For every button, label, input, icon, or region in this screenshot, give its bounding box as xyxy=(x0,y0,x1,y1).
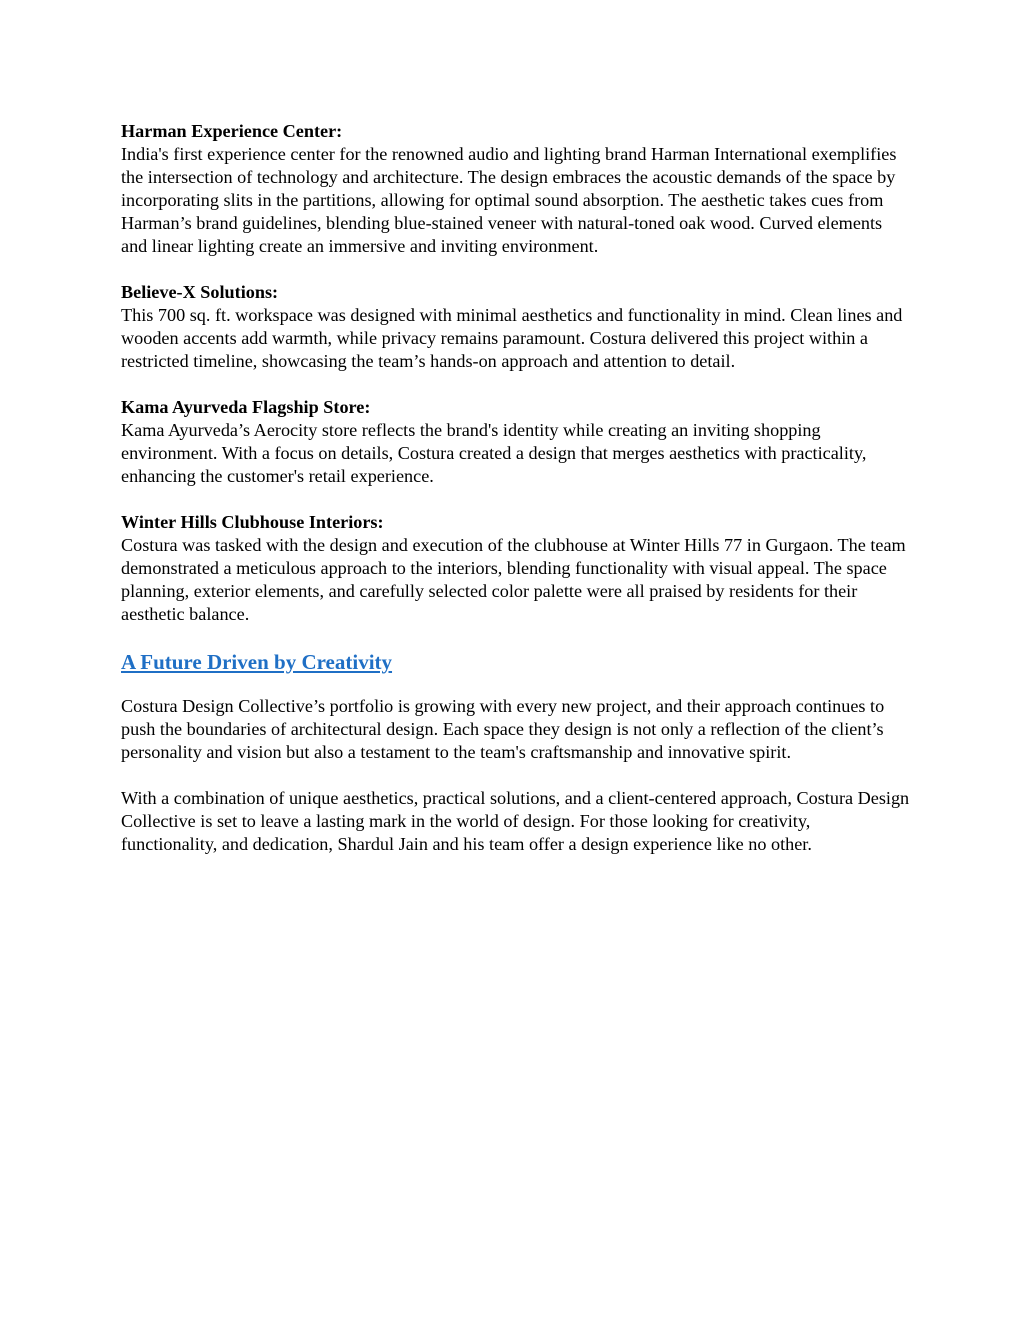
project-section-winter-hills xyxy=(121,511,911,626)
section-body: This 700 sq. ft. workspace was designed with minimal aesthetics and functionality in mind. Clean lines and wooden accents add warmth, while privacy remains paramount. Costura delivered this project within a restricted timeline, showcasing the team’s hands-on approach and attention to detail. xyxy=(121,305,903,371)
section-heading-link[interactable]: A Future Driven by Creativity xyxy=(121,650,393,674)
section-body: Kama Ayurveda’s Aerocity store reflects the brand's identity while creating an inviting shopping environment. With a focus on details, Costura created a design that merges aesthetics with practicality, enhancing the customer's retail experience. xyxy=(121,420,867,486)
section-title: Harman Experience Center: xyxy=(121,121,343,141)
body-paragraph: With a combination of unique aesthetics, practical solutions, and a client-centered approach, Costura Design Collective is set to leave a lasting mark in the world of design. For those looking for creativity, functionality, and dedication, Shardul Jain and his team offer a design experience like no other. xyxy=(121,788,910,854)
section-body: Costura was tasked with the design and execution of the clubhouse at Winter Hills 77 in Gurgaon. The team demonstrated a meticulous approach to the interiors, blending functionality with visual appeal. The space planning, exterior elements, and carefully selected color palette were all praised by residents for their aesthetic balance. xyxy=(121,535,906,624)
project-section-believe-x xyxy=(121,281,911,373)
document-content xyxy=(121,120,911,879)
section-title: Believe-X Solutions: xyxy=(121,282,279,302)
project-section-kama-ayurveda xyxy=(121,396,911,488)
section-body: India's first experience center for the renowned audio and lighting brand Harman International exemplifies the intersection of technology and architecture. The design embraces the acoustic demands of the space by incorporating slits in the partitions, allowing for optimal sound absorption. The aesthetic takes cues from Harman’s brand guidelines, blending blue-stained veneer with natural-toned oak wood. Curved elements and linear lighting create an immersive and inviting environment. xyxy=(121,144,897,256)
section-title: Winter Hills Clubhouse Interiors: xyxy=(121,512,384,532)
body-paragraph: Costura Design Collective’s portfolio is growing with every new project, and their approach continues to push the boundaries of architectural design. Each space they design is not only a reflection of the client’s personality and vision but also a testament to the team's craftsmanship and innovative spirit. xyxy=(121,696,885,762)
section-title: Kama Ayurveda Flagship Store: xyxy=(121,397,371,417)
project-section-harman xyxy=(121,120,911,258)
